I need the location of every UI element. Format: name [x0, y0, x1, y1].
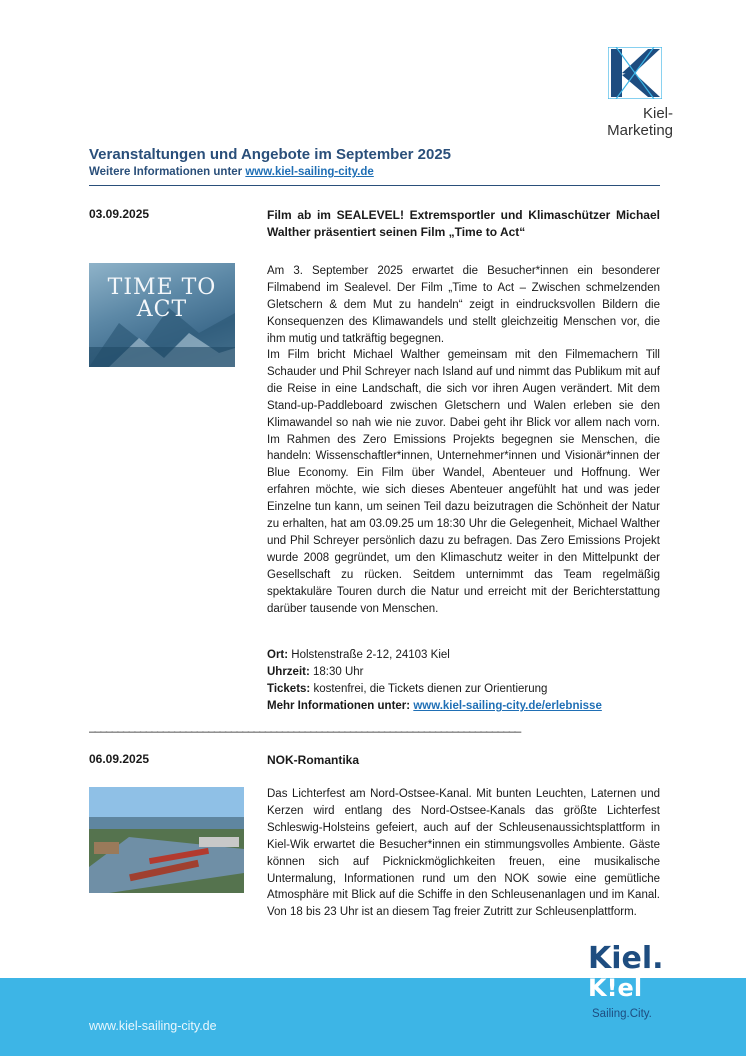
- time-value: 18:30 Uhr: [309, 666, 364, 678]
- page-subtitle: [89, 166, 374, 178]
- time-label: Uhrzeit:: [267, 666, 310, 678]
- brand-name: Kiel-Marketing: [607, 105, 673, 139]
- poster-title: TIME TO ACT: [107, 275, 217, 322]
- kiel-marketing-logo: [585, 47, 685, 139]
- erlebnisse-link[interactable]: www.kiel-sailing-city.de/erlebnisse: [413, 700, 602, 712]
- event-title: NOK-Romantika: [267, 753, 360, 767]
- event-description: Das Lichterfest am Nord-Ostsee-Kanal. Mit bunten Leuchten, Laternen und Kerzen wird entlang des Nord-Ostsee-Kanals das größte Lichterfest Schleswig-Holsteins gefeiert, auch auf der Schleusenaussichtsplattform in Kiel-Wik erwartet die Besucher*innen ein stimmungsvolles Ambiente. Gäste können sich auf Picknickmöglichkeiten freuen, eine musikalische Untermalung, Informationen rund um den NOK sowie eine gemütliche Atmosphäre mit Blick auf die Schiffe in den Schleusenanlagen und im Kanal. Von 18 bis 23 Uhr ist an diesem Tag freier Zutritt zur Schleusenplattform.: [267, 788, 660, 919]
- event-description-more: Im Film bricht Michael Walther gemeinsam mit den Filmemachern Till Schauder und Phil Schreyer nach Island auf und nimmt das Publikum mit auf die Reise in eine Landschaft, die sich vor ihren Augen verändert. Mit dem Stand-up-Paddleboard zwischen Gletschern und Walen erleben sie den Klimawandel so nah wie nie zuvor. Dabei geht ihr Blick vor allem nach vorn. Im Rahmen des Zero Emissions Projekts begegnen sie Menschen, die handeln: Wissenschaftler*innen, Unternehmer*innen und Visionär*innen der Blue Economy. Ein Film über Wandel, Abenteuer und Hoffnung. Wer erfahren möchte, wie sich dieses Abenteuer angefühlt hat und was jeder Einzelne tun kann, um seinen Teil dazu beizutragen die Schönheit der Natur zu erhalten, hat am 03.09.25 um 18:30 Uhr die Gelegenheit, Michael Walther und Phil Schreyer persönlich dazu zu befragen. Das Zero Emissions Projekt wurde 2008 gegründet, um den Klimaschutz weiter in den Mittelpunkt der Gesellschaft zu rücken. Seitdem unternimmt das Team regelmäßig spektakuläre Touren durch die Natur und erreicht mit der Berichterstattung darüber tausende von Menschen.: [267, 349, 660, 615]
- event-separator: ____________________________________________________________________________: [89, 719, 521, 733]
- event-title: Film ab im SEALEVEL! Extremsportler und Klimaschützer Michael Walther präsentiert seinen Film „Time to Act“: [267, 208, 660, 239]
- canal-lock-image: [89, 787, 244, 893]
- info-location: [267, 647, 660, 664]
- location-value: Holstenstraße 2-12, 24103 Kiel: [288, 649, 450, 661]
- title-divider: [89, 185, 660, 186]
- location-label: Ort:: [267, 649, 289, 661]
- harbor-graphic: [89, 787, 244, 893]
- website-link[interactable]: www.kiel-sailing-city.de: [245, 166, 374, 178]
- more-label: Mehr Informationen unter:: [267, 700, 414, 712]
- event-description: Am 3. September 2025 erwartet die Besucher*innen ein besonderer Filmabend im Sealevel. Der Film „Time to Act – Zwischen schmelzenden Gletschern & dem Mut zu handeln“ zeigt in eindrucksvollen Bildern die Konsequenzen des Klimawandels und stellt gleichzeitig Menschen vor, die ihm mutig und tatkräftig begegnen.: [267, 265, 660, 345]
- tickets-value: kostenfrei, die Tickets dienen zur Orientierung: [310, 683, 548, 695]
- info-tickets: [267, 681, 660, 698]
- kiel-logo-reflection: K!el: [588, 974, 643, 1002]
- subtitle-prefix: Weitere Informationen unter: [89, 166, 246, 178]
- kiel-sailing-city-logo: [588, 941, 678, 1020]
- event-date: 03.09.2025: [89, 207, 150, 221]
- event-info: [267, 647, 660, 715]
- tickets-label: Tickets:: [267, 683, 311, 695]
- kiel-logo-word: Kiel.: [588, 941, 664, 976]
- kiel-logo-tagline: Sailing.City.: [592, 1008, 652, 1020]
- page-title: Veranstaltungen und Angebote im September 2025: [89, 146, 452, 163]
- film-poster-image: [89, 263, 235, 367]
- k-logo-icon: [608, 47, 662, 99]
- info-time: [267, 664, 660, 681]
- footer-website[interactable]: www.kiel-sailing-city.de: [89, 1019, 217, 1033]
- event-date: 06.09.2025: [89, 752, 150, 766]
- info-more: [267, 698, 660, 715]
